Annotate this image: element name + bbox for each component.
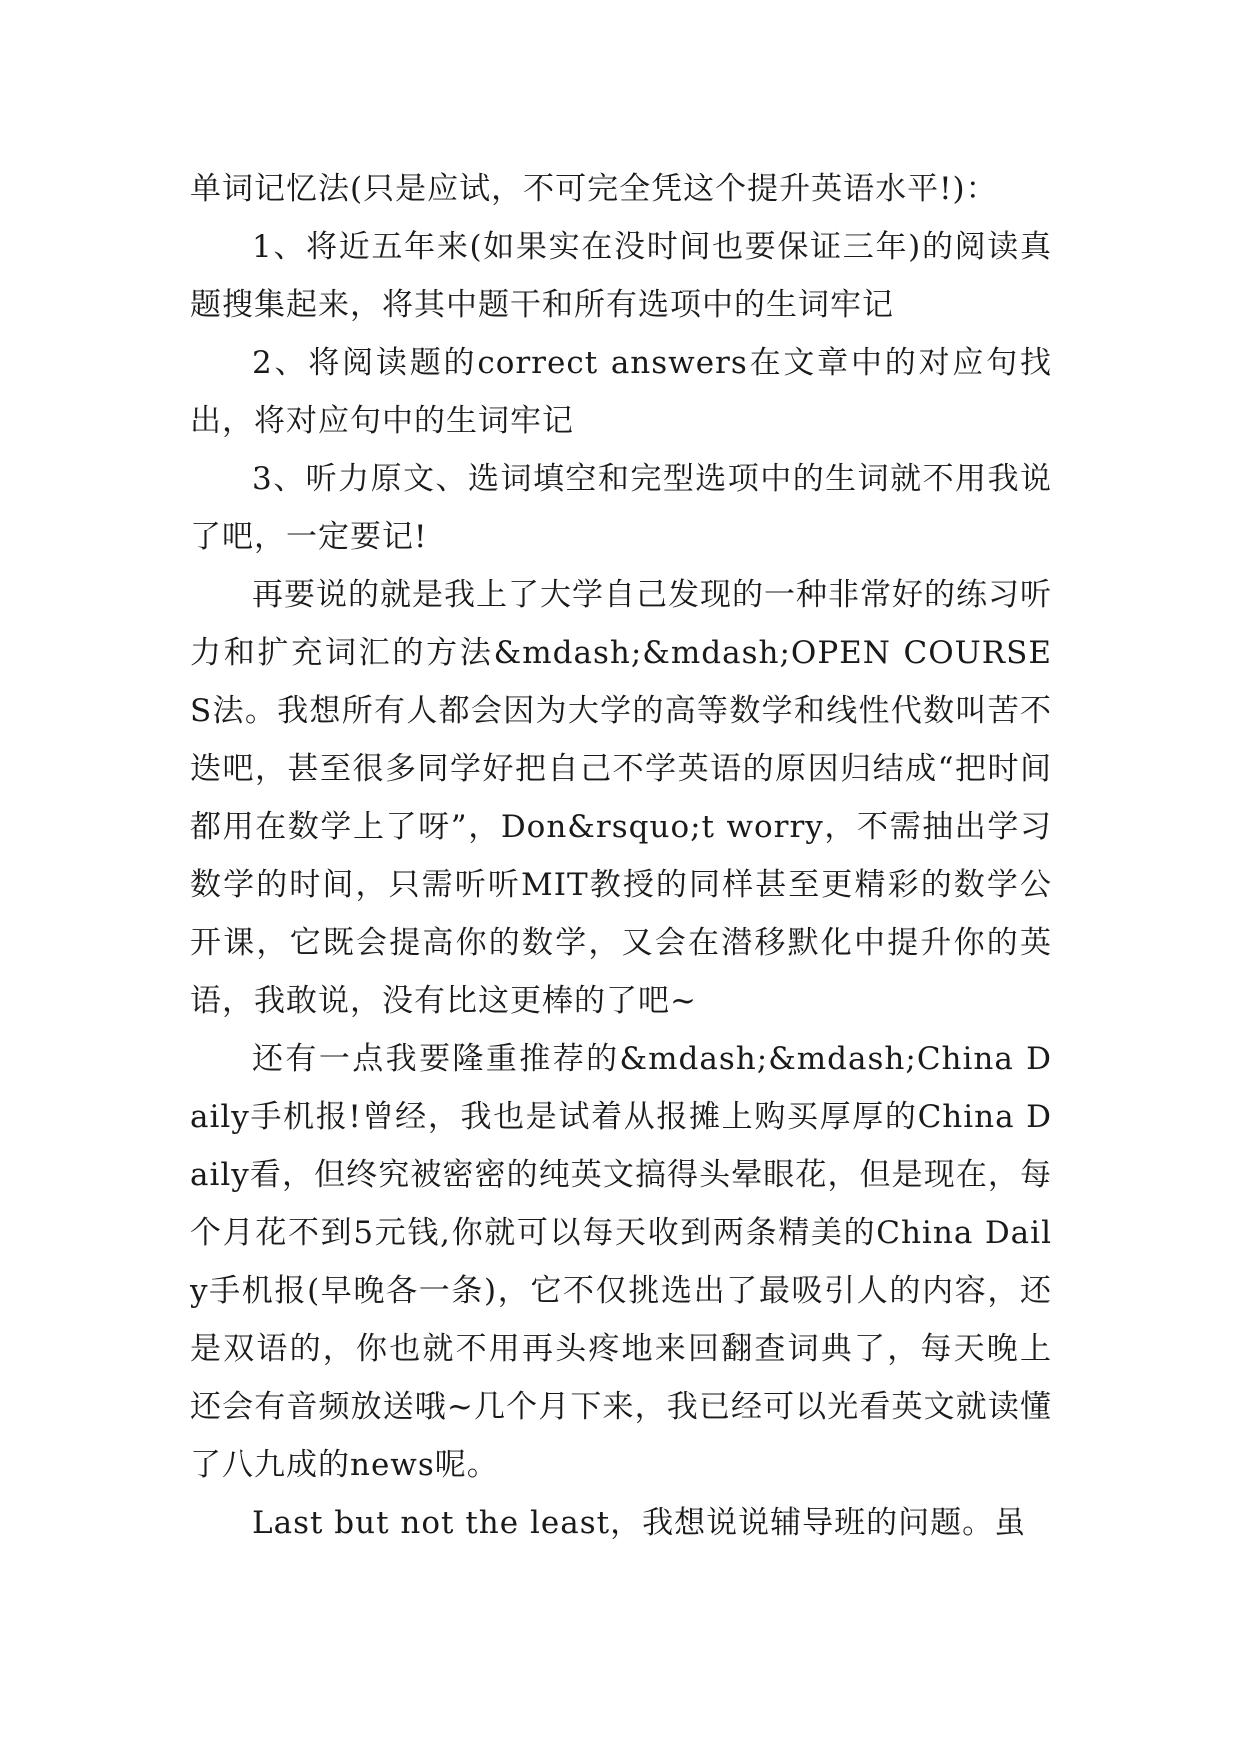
paragraph-intro: 单词记忆法(只是应试，不可完全凭这个提升英语水平!)： xyxy=(190,171,998,207)
paragraph-tip-3: 3、听力原文、选词填空和完型选项中的生词就不用我说了吧，一定要记! xyxy=(190,461,1052,555)
paragraph-china-daily: 还有一点我要隆重推荐的&mdash;&mdash;China Daily手机报!曾经，我也是试着从报摊上购买厚厚的China Daily看，但终究被密密的纯英文搞得头晕眼花，但是现在，每个月花不到5元钱,你就可以每天收到两条精美的China Daily手机报(早晚各一条)，它不仅挑选出了最吸引人的内容，还是双语的，你也就不用再头疼地来回翻查词典了，每天晚上还会有音频放送哦~几个月下来，我已经可以光看英文就读懂了八九成的news呢。 xyxy=(190,1041,1052,1483)
paragraph-tip-1: 1、将近五年来(如果实在没时间也要保证三年)的阅读真题搜集起来，将其中题干和所有选项中的生词牢记 xyxy=(190,229,1052,323)
paragraph-tip-2: 2、将阅读题的correct answers在文章中的对应句找出，将对应句中的生词牢记 xyxy=(190,345,1052,439)
paragraph-last: Last but not the least，我想说说辅导班的问题。虽 xyxy=(252,1505,1027,1541)
document-body xyxy=(190,160,1052,1552)
paragraph-open-courses: 再要说的就是我上了大学自己发现的一种非常好的练习听力和扩充词汇的方法&mdash;&mdash;OPEN COURSES法。我想所有人都会因为大学的高等数学和线性代数叫苦不迭吧，甚至很多同学好把自己不学英语的原因归结成“把时间都用在数学上了呀”，Don&rsquo;t worry，不需抽出学习数学的时间，只需听听MIT教授的同样甚至更精彩的数学公开课，它既会提高你的数学，又会在潜移默化中提升你的英语，我敢说，没有比这更棒的了吧~ xyxy=(190,577,1052,1019)
